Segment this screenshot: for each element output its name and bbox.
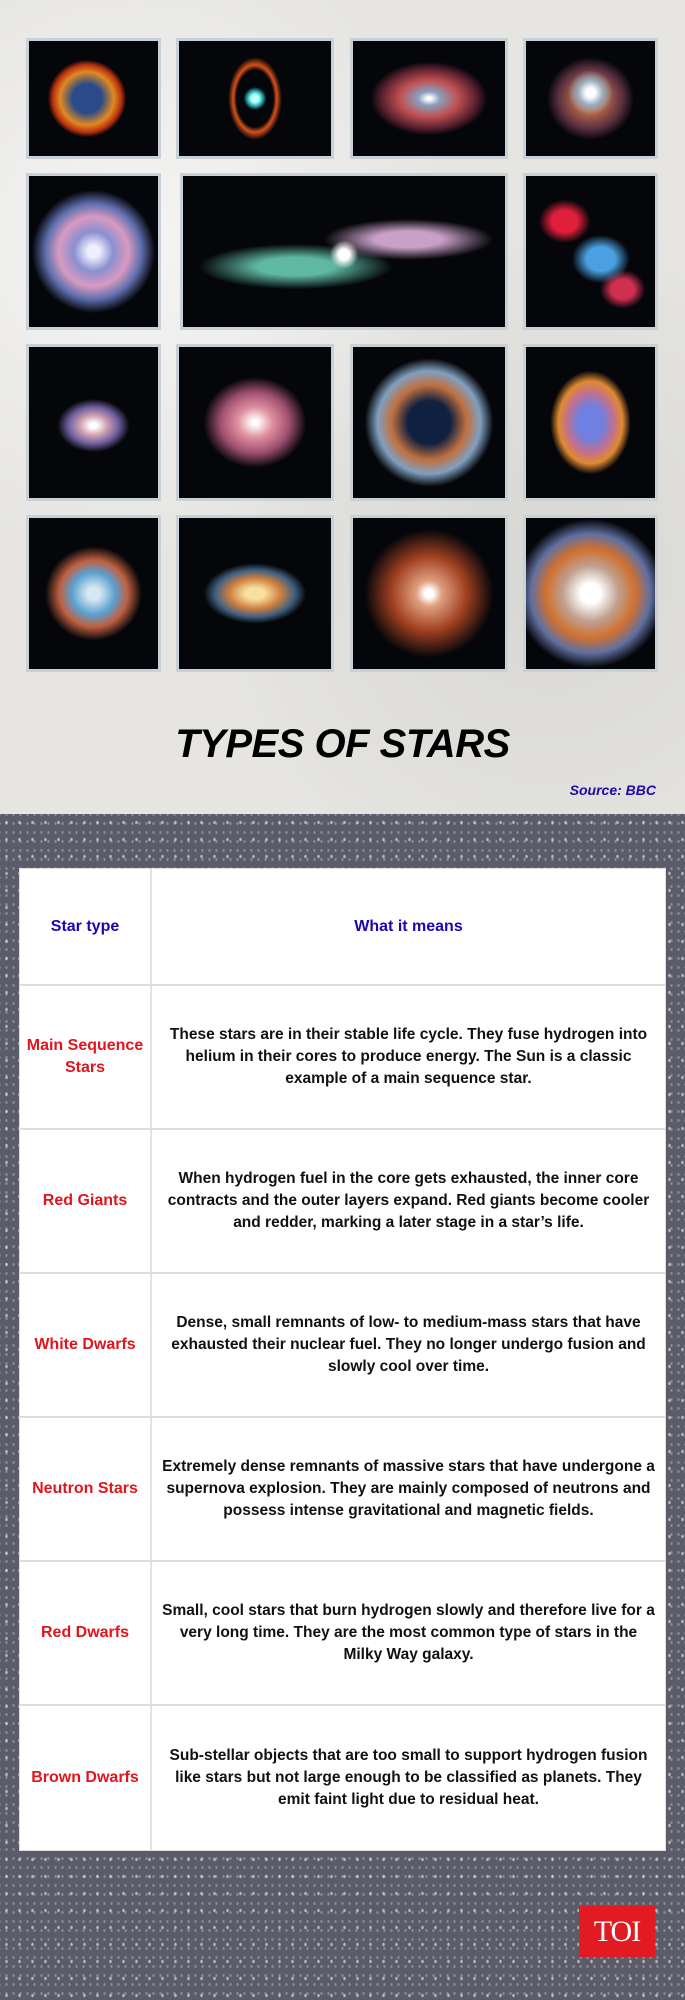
table-row bbox=[20, 1130, 665, 1274]
table-row bbox=[20, 1706, 665, 1850]
nebula-image bbox=[176, 38, 334, 159]
meaning-cell: These stars are in their stable life cycle. They fuse hydrogen into helium in their cores to produce energy. The Sun is a classic example of a main sequence star. bbox=[169, 1026, 648, 1087]
nebula-image bbox=[350, 38, 508, 159]
nebula-image bbox=[26, 173, 161, 330]
nebula-image bbox=[176, 344, 334, 501]
nebula-image bbox=[26, 344, 161, 501]
star-type-cell: Red Giants bbox=[20, 1130, 152, 1272]
table-row bbox=[20, 1418, 665, 1562]
nebula-image bbox=[350, 344, 508, 501]
page-title: TYPES OF STARS bbox=[175, 722, 510, 766]
star-type-cell: White Dwarfs bbox=[20, 1274, 152, 1416]
column-header-star-type: Star type bbox=[20, 869, 152, 984]
star-type-cell: Red Dwarfs bbox=[20, 1562, 152, 1704]
table-header-row bbox=[20, 869, 665, 986]
nebula-image bbox=[26, 515, 161, 672]
nebula-image bbox=[523, 173, 658, 330]
table-row bbox=[20, 986, 665, 1130]
star-type-cell: Main Sequence Stars bbox=[20, 986, 152, 1128]
nebula-image bbox=[350, 515, 508, 672]
source-credit: Source: BBC bbox=[569, 782, 656, 798]
star-types-table bbox=[19, 868, 666, 1851]
nebula-image bbox=[176, 515, 334, 672]
meaning-cell: Small, cool stars that burn hydrogen slowly and therefore live for a very long time. They are the most common type of stars in the Milky Way galaxy. bbox=[162, 1602, 655, 1663]
column-header-meaning: What it means bbox=[354, 917, 463, 935]
nebula-image bbox=[26, 38, 161, 159]
nebula-image bbox=[523, 344, 658, 501]
star-type-cell: Neutron Stars bbox=[20, 1418, 152, 1560]
meaning-cell: Extremely dense remnants of massive stars that have undergone a supernova explosion. They are mainly composed of neutrons and possess intense gravitational and magnetic fields. bbox=[162, 1458, 655, 1519]
nebula-image bbox=[180, 173, 508, 330]
nebula-image bbox=[523, 515, 658, 672]
nebula-image bbox=[523, 38, 658, 159]
meaning-cell: Dense, small remnants of low- to medium-mass stars that have exhausted their nuclear fuel. They no longer undergo fusion and slowly cool over time. bbox=[171, 1314, 646, 1375]
meaning-cell: Sub-stellar objects that are too small to support hydrogen fusion like stars but not large enough to be classified as planets. They emit faint light due to residual heat. bbox=[169, 1747, 648, 1808]
star-type-cell: Brown Dwarfs bbox=[20, 1706, 152, 1850]
table-row bbox=[20, 1562, 665, 1706]
table-row bbox=[20, 1274, 665, 1418]
toi-logo: TOI bbox=[579, 1906, 655, 1957]
meaning-cell: When hydrogen fuel in the core gets exhausted, the inner core contracts and the outer layers expand. Red giants become cooler and redder, marking a later stage in a star’s life. bbox=[167, 1170, 650, 1231]
